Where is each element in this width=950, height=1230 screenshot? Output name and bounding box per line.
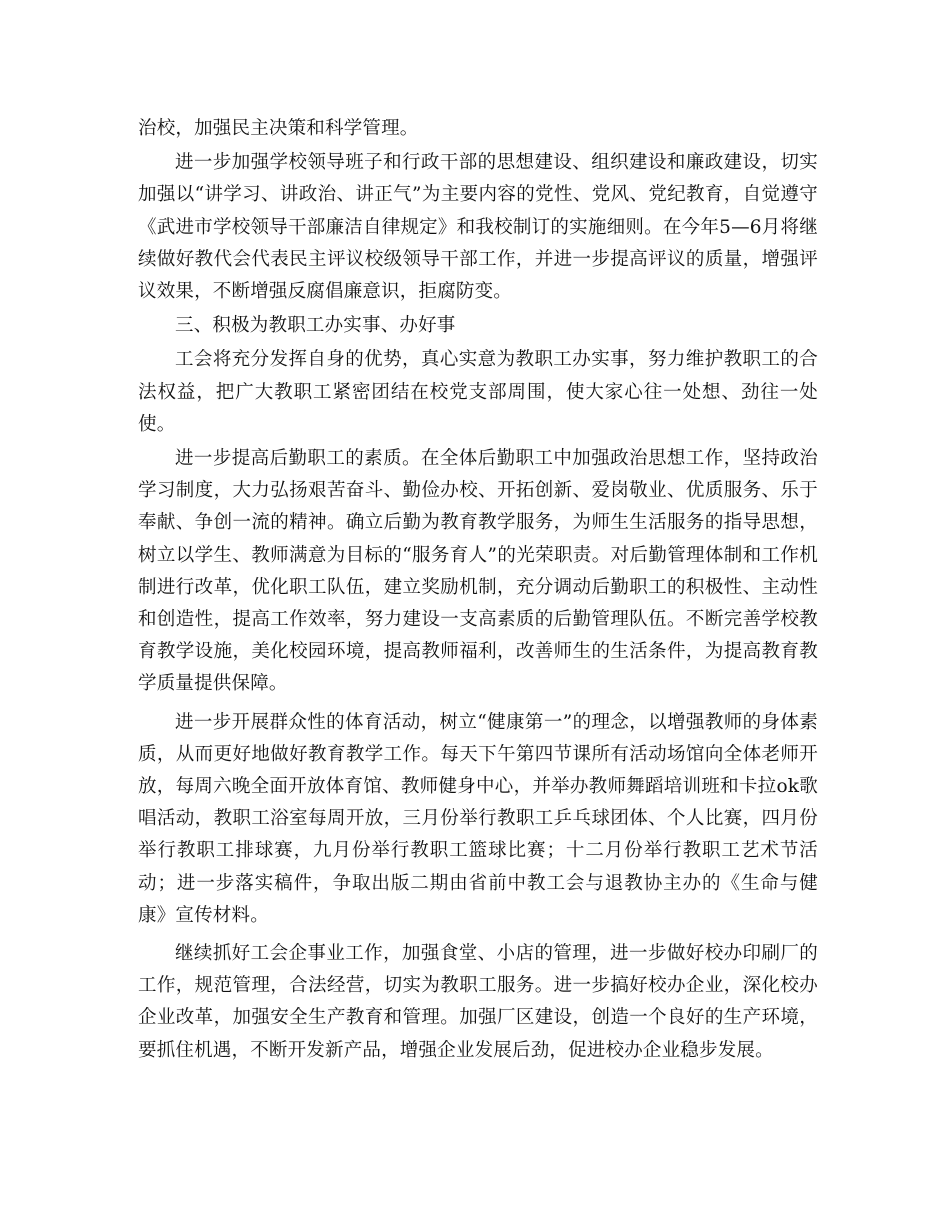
- paragraph-enterprise-work: 继续抓好工会企事业工作，加强食堂、小店的管理，进一步做好校办印刷厂的工作，规范管理，合法经营，切实为教职工服务。进一步搞好校办企业，深化校办企业改革，加强安全生产教育和管理。加强厂区建设，创造一个良好的生产环境，要抓住机遇，不断开发新产品，增强企业发展后劲，促进校办企业稳步发展。: [138, 943, 818, 1061]
- document-body: [138, 113, 818, 1067]
- paragraph-sports-activities: 进一步开展群众性的体育活动，树立“健康第一”的理念，以增强教师的身体素质，从而更好地做好教育教学工作。每天下午第四节课所有活动场馆向全体老师开放，每周六晚全面开放体育馆、教师健身中心，并举办教师舞蹈培训班和卡拉ok歌唱活动，教职工浴室每周开放，三月份举行教职工乒乓球团体、个人比赛，四月份举行教职工排球赛，九月份举行教职工篮球比赛；十二月份举行教职工艺术节活动；进一步落实稿件，争取出版二期由省前中教工会与退教协主办的《生命与健康》宣传材料。: [138, 711, 818, 926]
- paragraph-logistics-staff: 进一步提高后勤职工的素质。在全体后勤职工中加强政治思想工作，坚持政治学习制度，大力弘扬艰苦奋斗、勤俭办校、开拓创新、爱岗敬业、优质服务、乐于奉献、争创一流的精神。确立后勤为教育教学服务，为师生生活服务的指导思想，树立以学生、教师满意为目标的“服务育人”的光荣职责。对后勤管理体制和工作机制进行改革，优化职工队伍，建立奖励机制，充分调动后勤职工的积极性、主动性和创造性，提高工作效率，努力建设一支高素质的后勤管理队伍。不断完善学校教育教学设施，美化校园环境，提高教师福利，改善师生的生活条件，为提高教育教学质量提供保障。: [138, 448, 818, 695]
- paragraph-union-role: 工会将充分发挥自身的优势，真心实意为教职工办实事，努力维护教职工的合法权益，把广大教职工紧密团结在校党支部周围，使大家心往一处想、劲往一处使。: [138, 349, 818, 435]
- paragraph-continuation: 治校，加强民主决策和科学管理。: [138, 118, 419, 139]
- paragraph-leadership-building: 进一步加强学校领导班子和行政干部的思想建设、组织建设和廉政建设，切实加强以“讲学习、讲政治、讲正气”为主要内容的党性、党风、党纪教育，自觉遵守《武进市学校领导干部廉洁自律规定》和我校制订的实施细则。在今年5—6月将继续做好教代会代表民主评议校级领导干部工作，并进一步提高评议的质量，增强评议效果，不断增强反腐倡廉意识，拒腐防变。: [138, 152, 818, 303]
- section-heading-three: 三、积极为教职工办实事、办好事: [175, 315, 456, 337]
